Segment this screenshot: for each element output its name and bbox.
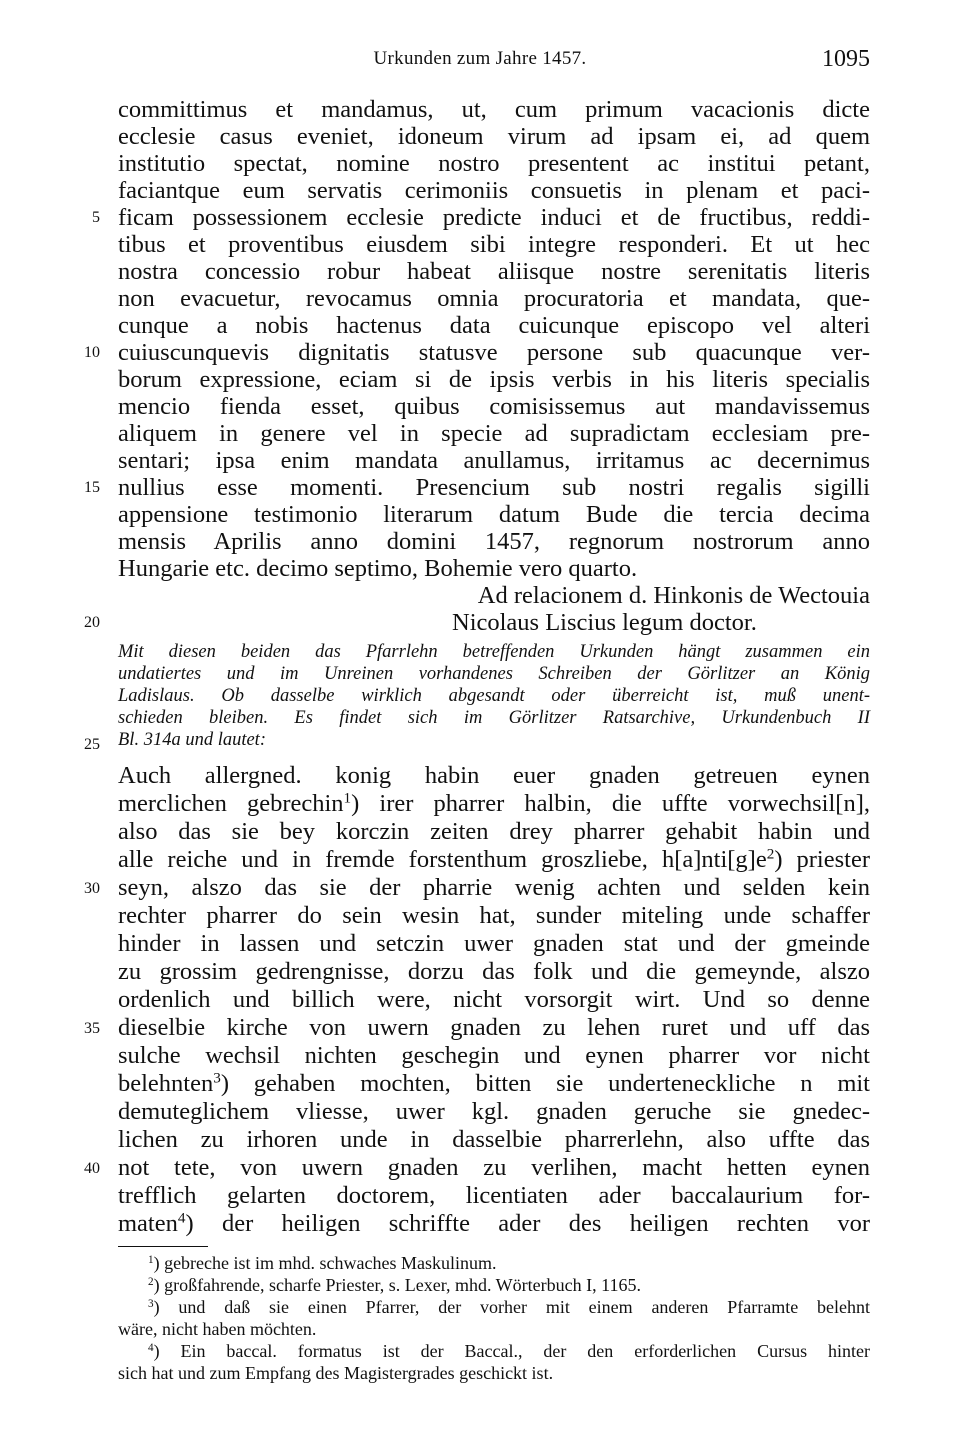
german-line: trefflich gelarten doctorem, licentiaten ader baccalaurium for- bbox=[118, 1182, 870, 1209]
german-line: lichen zu irhoren unde in dasselbie pharrerlehn, also uffte das bbox=[118, 1126, 870, 1153]
german-line: merclichen gebrechin$^1$) irer pharrer halbin, die uffte vorwechsil[n], bbox=[118, 789, 870, 817]
footnote-2: $^2$) großfahrende, scharfe Priester, s. Lexer, mhd. Wörterbuch I, 1165. bbox=[148, 1275, 641, 1295]
footnote-3: $^3$) und daß sie einen Pfarrer, der vorher mit einem anderen Pfarramte belehnt bbox=[148, 1297, 870, 1317]
latin-line: mensis Aprilis anno domini 1457, regnorum nostrorum anno bbox=[118, 528, 870, 555]
german-line: ordenlich und billich were, nicht vorsorgit wirt. Und so denne bbox=[118, 986, 870, 1013]
german-line: Auch allergned. konig habin euer gnaden getreuen eynen bbox=[118, 762, 870, 789]
page-number: 1095 bbox=[822, 46, 870, 72]
line-number: 10 bbox=[84, 344, 100, 361]
footnote-1: $^1$) gebreche ist im mhd. schwaches Maskulinum. bbox=[148, 1253, 497, 1273]
latin-line: faciantque eum servatis cerimoniis consuetis in plenam et paci- bbox=[118, 177, 870, 204]
editorial-note-line: Mit diesen beiden das Pfarrlehn betreffenden Urkunden hängt zusammen ein bbox=[118, 642, 870, 662]
latin-line: sentari; ipsa enim mandata anullamus, irritamus ac decernimus bbox=[118, 447, 870, 474]
latin-line: cuiuscunquevis dignitatis statusve persone sub quacunque ver- bbox=[118, 339, 870, 366]
latin-line: aliquem in genere vel in specie ad supradictam ecclesiam pre- bbox=[118, 420, 870, 447]
latin-line: committimus et mandamus, ut, cum primum vacacionis dicte bbox=[118, 96, 870, 123]
german-line: dieselbie kirche von uwern gnaden zu lehen ruret und uff das bbox=[118, 1014, 870, 1041]
latin-line: ecclesie casus eveniet, idoneum virum ad ipsam ei, ad quem bbox=[118, 123, 870, 150]
line-number: 15 bbox=[84, 479, 100, 496]
running-header: Urkunden zum Jahre 1457. bbox=[373, 48, 587, 69]
latin-line: cunque a nobis hactenus data cuicunque episcopo vel alteri bbox=[118, 312, 870, 339]
footnote-ref: 4 bbox=[177, 1209, 186, 1227]
latin-line: nostra concessio robur habeat aliisque nostre serenitatis literis bbox=[118, 258, 870, 285]
german-line: hinder in lassen und setczin uwer gnaden stat und der gmeinde bbox=[118, 930, 870, 957]
latin-line: ficam possessionem ecclesie predicte induci et de fructibus, reddi- bbox=[118, 204, 870, 231]
editorial-note-line: Bl. 314a und lautet: bbox=[118, 730, 266, 750]
line-number: 20 bbox=[84, 614, 100, 631]
footnote-ref: 1 bbox=[343, 789, 352, 807]
latin-line: mencio fienda esset, quibus comisissemus aut mandavissemus bbox=[118, 393, 870, 420]
signature-line: Nicolaus Liscius legum doctor. bbox=[452, 609, 757, 636]
latin-line: nullius esse momenti. Presencium sub nostri regalis sigilli bbox=[118, 474, 870, 501]
line-number: 5 bbox=[92, 209, 100, 226]
latin-line: non evacuetur, revocamus omnia procuratoria et mandata, que- bbox=[118, 285, 870, 312]
german-line: seyn, alszo das sie der pharrie wenig achten und selden kein bbox=[118, 874, 870, 901]
editorial-note-line: schieden bleiben. Es findet sich im Görlitzer Ratsarchive, Urkundenbuch II bbox=[118, 708, 870, 728]
line-number: 40 bbox=[84, 1160, 100, 1177]
footnote-divider bbox=[118, 1246, 208, 1247]
german-line: also das sie bey korczin zeiten drey pharrer gehabit habin und bbox=[118, 818, 870, 845]
latin-line: appensione testimonio literarum datum Bude die tercia decima bbox=[118, 501, 870, 528]
footnote-3-cont: wäre, nicht haben möchten. bbox=[118, 1319, 317, 1339]
german-line: alle reiche und in fremde forstenthum groszliebe, $h[a]nti[g]e^2$) priester bbox=[118, 845, 870, 873]
line-number: 25 bbox=[84, 736, 100, 753]
latin-line: tibus et proventibus eiusdem sibi integre responderi. Et ut hec bbox=[118, 231, 870, 258]
german-line: rechter pharrer do sein wesin hat, sunder miteling unde schaffer bbox=[118, 902, 870, 929]
german-line: not tete, von uwern gnaden zu verlihen, macht hetten eynen bbox=[118, 1154, 870, 1181]
footnote-ref: 2 bbox=[766, 845, 775, 863]
footnote-4: $^4$) Ein baccal. formatus ist der Baccal., der den erforderlichen Cursus hinter bbox=[148, 1341, 870, 1361]
footnote-4-cont: sich hat und zum Empfang des Magistergrades geschickt ist. bbox=[118, 1363, 554, 1383]
german-line: demuteglichem vliesse, uwer kgl. gnaden geruche sie gnedec- bbox=[118, 1098, 870, 1125]
german-line: maten$^4$) der heiligen schriffte ader des heiligen rechten vor bbox=[118, 1209, 870, 1237]
latin-line: Hungarie etc. decimo septimo, Bohemie vero quarto. bbox=[118, 555, 638, 582]
editorial-note-line: Ladislaus. Ob dasselbe wirklich abgesandt oder überreicht ist, muß unent- bbox=[118, 686, 870, 706]
editorial-note-line: undatiertes und im Unreinen vorhandenes Schreiben der Görlitzer an König bbox=[118, 664, 870, 684]
latin-line: institutio spectat, nomine nostro presentent ac institui petant, bbox=[118, 150, 870, 177]
line-number: 30 bbox=[84, 880, 100, 897]
line-number: 35 bbox=[84, 1020, 100, 1037]
footnote-ref: 3 bbox=[213, 1069, 221, 1087]
signature-line: Ad relacionem d. Hinkonis de Wectouia bbox=[477, 582, 870, 609]
latin-line: borum expressione, eciam si de ipsis verbis in his literis specialis bbox=[118, 366, 870, 393]
german-line: sulche wechsil nichten geschegin und eynen pharrer vor nicht bbox=[118, 1042, 870, 1069]
german-line: zu grossim gedrengnisse, dorzu das folk und die gemeynde, alszo bbox=[118, 958, 870, 985]
german-line: belehnten$^3$) gehaben mochten, bitten sie underteneckliche n mit bbox=[118, 1069, 870, 1097]
